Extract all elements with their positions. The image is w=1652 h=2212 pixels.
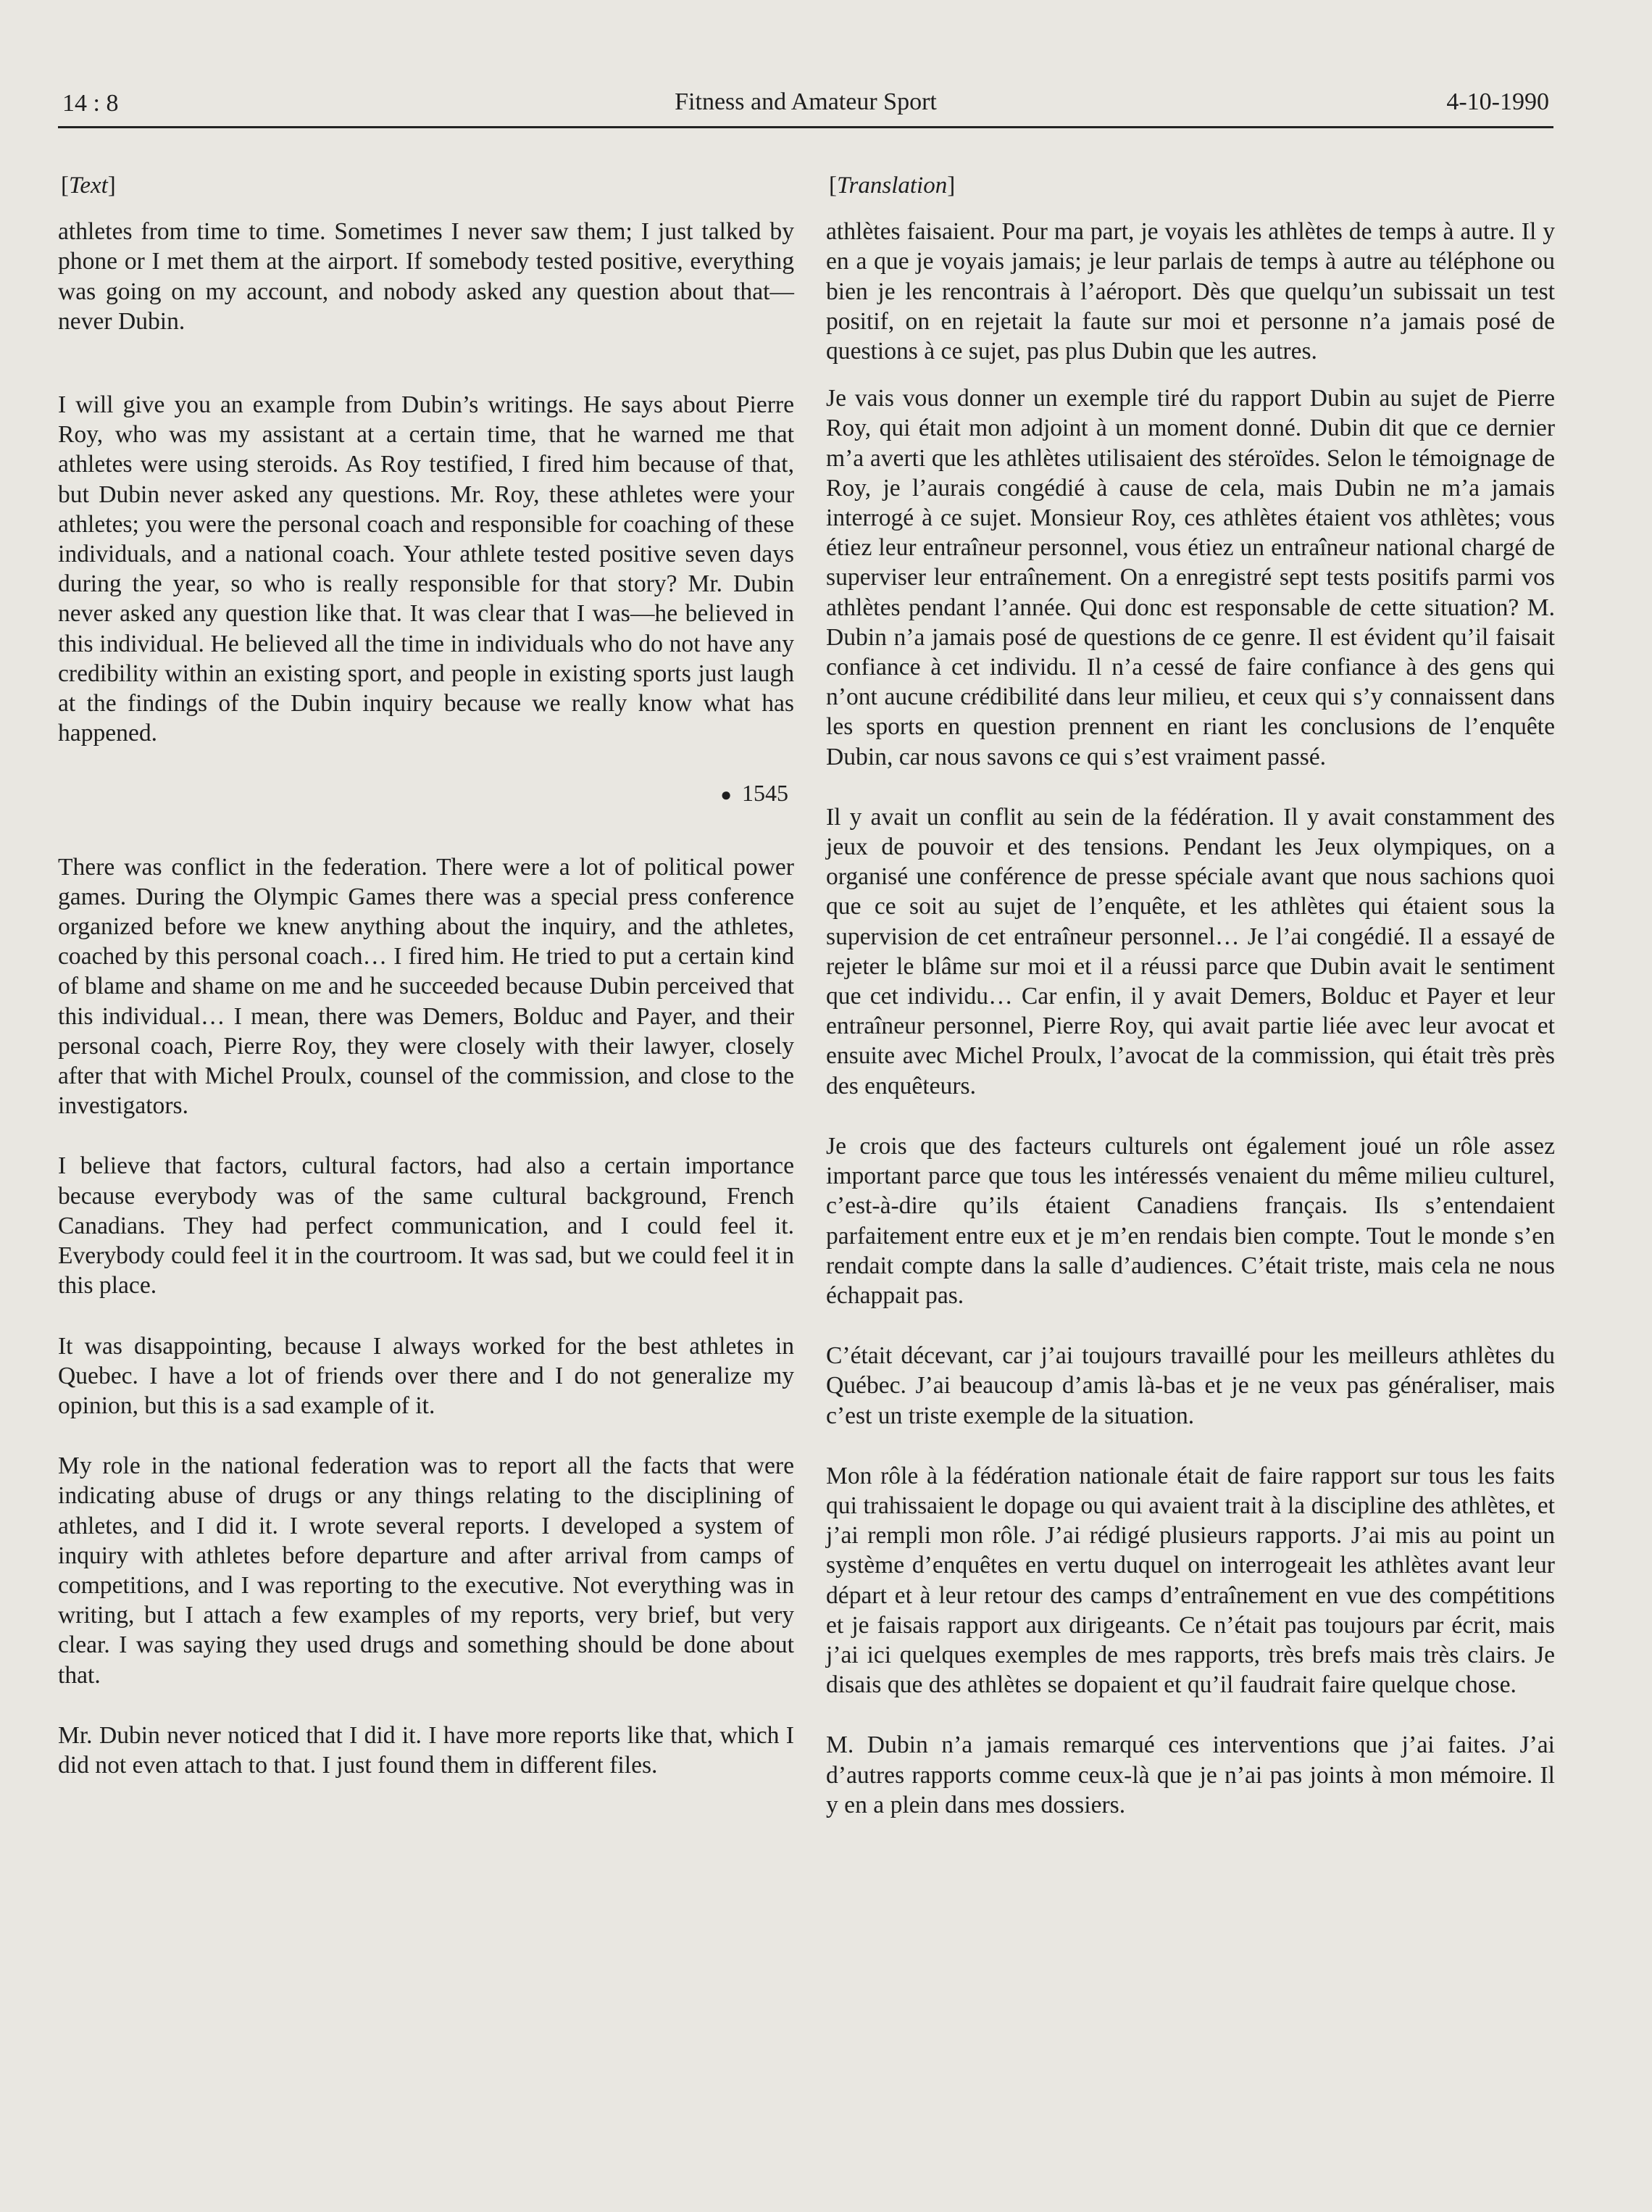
- bullet-icon: ●: [720, 784, 732, 806]
- paragraph: Mr. Dubin never noticed that I did it. I have more reports like that, which I did not even attach to that. I just found them in different files.: [58, 1721, 794, 1779]
- paragraph: Je crois que des facteurs culturels ont également joué un rôle assez important parce que tous les intéressés venaient du même milieu culturel, c’est-à-dire qu’ils étaient Canadiens français. Ils s’entendaient parfaitement entre eux et je m’en rendais bien compte. Tout le monde s’en rendait compte dans la salle d’audiences. C’était triste, mais cela ne nous échappait pas.: [826, 1132, 1555, 1309]
- paragraph: Je vais vous donner un exemple tiré du rapport Dubin au sujet de Pierre Roy, qui était mon adjoint à un moment donné. Dubin dit que ce dernier m’a averti que les athlètes utilisaient des stéroïdes. Selon le témoignage de Roy, je l’aurais congédié à cause de cela, mais Dubin ne m’a jamais interrogé à ce sujet. Monsieur Roy, ces athlètes étaient vos athlètes; vous étiez leur entraîneur personnel, vous étiez un entraîneur national chargé de superviser leur entraînement. On a enregistré sept tests positifs parmi vos athlètes pendant l’année. Qui donc est responsable de cette situation? M. Dubin n’a jamais posé de questions de ce genre. Il est évident qu’il faisait confiance à cet individu. Il n’a cessé de faire confiance à des gens qui n’ont aucune crédibilité dans leur milieu, et ceux qui s’y connaissent dans les sports en question prennent en riant les conclusions de l’enquête Dubin, car nous savons ce qui s’est vraiment passé.: [826, 385, 1555, 770]
- time-marker: ● 1545: [720, 780, 788, 807]
- paragraph: I believe that factors, cultural factors, had also a certain importance because everybody was of the same cultural background, French Canadians. They had perfect communication, and I could feel it. Everybody could feel it in the courtroom. It was sad, but we could feel it in this place.: [58, 1152, 794, 1300]
- translation-column: [826, 171, 1555, 1850]
- paragraph: It was disappointing, because I always worked for the best athletes in Quebec. I have a lot of friends over there and I do not generalize my opinion, but this is a sad example of it.: [58, 1332, 794, 1419]
- paragraph: athlètes faisaient. Pour ma part, je voyais les athlètes de temps à autre. Il y en a que je voyais jamais; je leur parlais de temps à autre au téléphone ou bien je les rencontrais à l’aéroport. Dès que quelqu’un subissait un test positif, on en rejetait la faute sur moi et personne n’a jamais posé de questions à ce sujet, pas plus Dubin que les autres.: [826, 218, 1555, 365]
- running-header: [58, 80, 1553, 128]
- page-number: 14 : 8: [62, 90, 119, 117]
- paragraph: I will give you an example from Dubin’s writings. He says about Pierre Roy, who was my assistant at a certain time, that he warned me that athletes were using steroids. As Roy testified, I fired him because of that, but Dubin never asked any questions. Mr. Roy, these athletes were your athletes; you were the personal coach and responsible for coaching of these individuals, and a national coach. Your athlete tested positive seven days during the year, so who is really responsible for that story? Mr. Dubin never asked any question like that. It was clear that I was—he believed in this individual. He believed all the time in individuals who do not have any credibility within an existing sport, and people in existing sports just laugh at the findings of the Dubin inquiry because we really know what has happened.: [58, 391, 794, 747]
- text-column: [58, 171, 794, 1810]
- paragraph: My role in the national federation was to report all the facts that were indicating abuse of drugs or any things relating to the disciplining of athletes, and I did it. I wrote several reports. I developed a system of inquiry with athletes before departure and after arrival from camps of competitions, and I was reporting to the executive. Not everything was in writing, but I attach a few examples of my reports, very brief, but very clear. I was saying they used drugs and something should be done about that.: [58, 1452, 794, 1689]
- column-label: [Translation]: [829, 172, 956, 199]
- paragraph: There was conflict in the federation. There were a lot of political power games. During the Olympic Games there was a special press conference organized before we knew anything about the inquiry, and the athletes, coached by this personal coach… I fired him. He tried to put a certain kind of blame and shame on me and he succeeded because Dubin perceived that this individual… I mean, there was Demers, Bolduc and Payer, and their personal coach, Pierre Roy, they were closely with their lawyer, closely after that with Michel Proulx, counsel of the commission, and close to the investigators.: [58, 853, 794, 1120]
- paragraph: Mon rôle à la fédération nationale était de faire rapport sur tous les faits qui trahissaient le dopage ou qui avaient trait à la discipline des athlètes, et j’ai rempli mon rôle. J’ai rédigé plusieurs rapports. J’ai mis au point un système d’enquêtes en vertu duquel on interrogeait les athlètes avant leur départ et à leur retour des camps d’entraînement en vue des compétitions et je faisais rapport aux dirigeants. Ce n’était pas toujours par écrit, mais j’ai ici quelques exemples de mes rapports, très brefs mais très clairs. Je disais que des athlètes se dopaient et qu’il faudrait faire quelque chose.: [826, 1462, 1555, 1699]
- column-label: [Text]: [61, 172, 116, 199]
- running-title: Fitness and Amateur Sport: [675, 88, 937, 115]
- paragraph: athletes from time to time. Sometimes I never saw them; I just talked by phone or I met them at the airport. If somebody tested positive, everything was going on my account, and nobody asked any question about that—never Dubin.: [58, 218, 794, 335]
- paragraph: M. Dubin n’a jamais remarqué ces interventions que j’ai faites. J’ai d’autres rapports comme ceux-là que je n’ai pas joints à mon mémoire. Il y en a plein dans mes dossiers.: [826, 1731, 1555, 1818]
- header-date: 4-10-1990: [1446, 88, 1549, 115]
- paragraph: C’était décevant, car j’ai toujours travaillé pour les meilleurs athlètes du Québec. J’ai beaucoup d’amis là-bas et je ne veux pas généraliser, mais c’est un triste exemple de la situation.: [826, 1342, 1555, 1429]
- paragraph: Il y avait un conflit au sein de la fédération. Il y avait constamment des jeux de pouvoir et des tensions. Pendant les Jeux olympiques, on a organisé une conférence de presse spéciale avant que nous sachions quoi que ce soit au sujet de l’enquête, et les athlètes qui étaient sous la supervision de cet entraîneur personnel… Je l’ai congédié. Il a essayé de rejeter le blâme sur moi et il a réussi parce que Dubin avait le sentiment que cet individu… Car enfin, il y avait Demers, Bolduc et Payer et leur entraîneur personnel, Pierre Roy, qui avait partie liée avec leur avocat et ensuite avec Michel Proulx, l’avocat de la commission, qui était très près des enquêteurs.: [826, 803, 1555, 1099]
